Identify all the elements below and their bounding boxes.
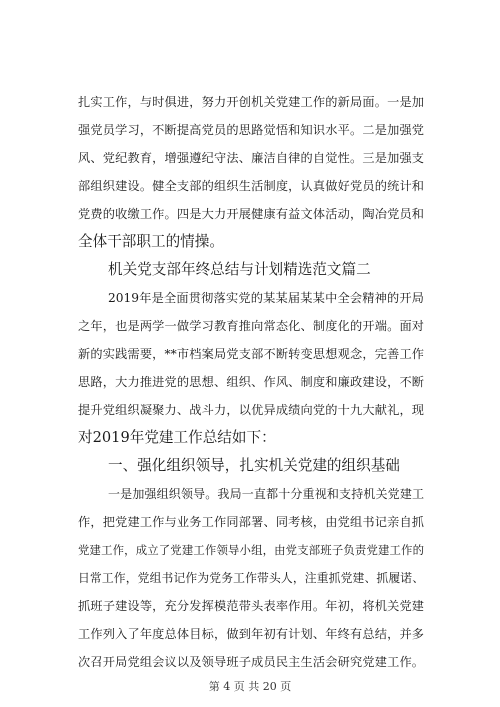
paragraph-line: 部组织建设。健全支部的组织生活制度，认真做好党员的统计和 bbox=[78, 179, 424, 193]
paragraph-line: 一是加强组织领导。我局一直都十分重视和支持机关党建工 bbox=[108, 487, 424, 501]
paragraph-line: 之年，也是两学一做学习教育推向常态化、制度化的开端。面对 bbox=[78, 319, 424, 333]
paragraph-line: 风、党纪教育，增强遵纪守法、廉洁自律的自觉性。三是加强支 bbox=[78, 151, 424, 165]
page-footer: 第 4 页 共 20 页 bbox=[208, 680, 292, 693]
paragraph-line: 2019年是全面贯彻落实党的某某届某某中全会精神的开局 bbox=[108, 291, 424, 305]
paragraph-line: 党费的收缴工作。四是大力开展健康有益文体活动，陶冶党员和 bbox=[78, 207, 424, 221]
paragraph-line: 提升党组织凝聚力、战斗力，以优异成绩向党的十九大献礼，现 bbox=[78, 403, 424, 417]
paragraph-line: 思路，大力推进党的思想、组织、作风、制度和廉政建设，不断 bbox=[78, 375, 424, 389]
paragraph-line: 次召开局党组会议以及领导班子成员民主生活会研究党建工作。 bbox=[78, 655, 424, 669]
paragraph-line: 扎实工作，与时俱进，努力开创机关党建工作的新局面。一是加 bbox=[78, 95, 424, 109]
paragraph-line: 工作列入了年度总体目标，做到年初有计划、年终有总结，并多 bbox=[78, 627, 424, 641]
section-heading: 机关党支部年终总结与计划精选范文篇二 bbox=[108, 261, 371, 278]
subsection-heading: 一、强化组织领导，扎实机关党建的组织基础 bbox=[108, 457, 400, 474]
paragraph-line: 对2019年党建工作总结如下： bbox=[78, 429, 276, 446]
paragraph-line: 日常工作，党组书记作为党务工作带头人，注重抓党建、抓履诺、 bbox=[78, 571, 424, 585]
paragraph-line: 全体干部职工的情操。 bbox=[78, 233, 224, 250]
paragraph-line: 强党员学习，不断提高党员的思路觉悟和知识水平。二是加强党 bbox=[78, 123, 424, 137]
paragraph-line: 新的实践需要，**市档案局党支部不断转变思想观念，完善工作 bbox=[78, 347, 424, 361]
paragraph-line: 党建工作，成立了党建工作领导小组，由党支部班子负责党建工作的 bbox=[78, 543, 424, 557]
paragraph-line: 作，把党建工作与业务工作同部署、同考核，由党组书记亲自抓 bbox=[78, 515, 424, 529]
paragraph-line: 抓班子建设等，充分发挥模范带头表率作用。年初，将机关党建 bbox=[78, 599, 424, 613]
